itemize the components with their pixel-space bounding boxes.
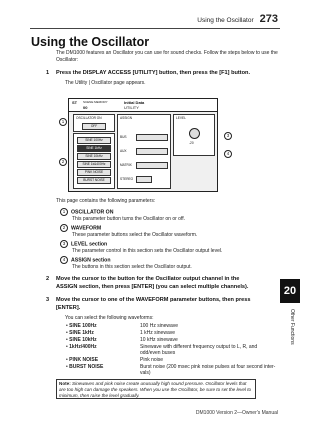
waveform-button[interactable]: SINE 1k&400Hz [77, 161, 111, 168]
waveform-button[interactable]: BURST NOISE [77, 177, 111, 184]
intro-paragraph: The DM1000 features an Oscillator you can use for sound checks. Follow the steps below to use the Oscillator: [56, 50, 278, 63]
param-1-desc: This parameter button turns the Oscillator on or off. [72, 216, 186, 222]
step-2: 2 Move the cursor to the button for the Oscillator output channel in the [46, 276, 240, 282]
param-1-name: 1 OSCILLATOR ON [60, 208, 113, 216]
waveform-list-desc: 100 Hz sinewave [140, 323, 179, 329]
callout-3: 3 [224, 132, 232, 140]
waveform-list-desc-cont: odd/even buses [140, 350, 176, 356]
step-1-sub: The Utility | Oscillator page appears. [65, 80, 146, 86]
waveform-panel [73, 133, 115, 189]
param-4-name: 4 ASSIGN section [60, 256, 111, 264]
param-4-desc: The buttons in this section select the Oscillator output. [72, 264, 192, 270]
waveform-list-item: • SINE 10kHz [66, 337, 97, 343]
waveform-button[interactable]: PINK NOISE [77, 169, 111, 176]
chapter-tab: 20 [280, 279, 300, 303]
callout-2: 2 [59, 158, 67, 166]
waveform-button[interactable]: SINE 10kHz [77, 153, 111, 160]
step-2-line2: ASSIGN section, then press [ENTER] (you can select multiple channels). [56, 284, 249, 290]
param-3-desc: The parameter control in this section sets the Oscillator output level. [72, 248, 223, 254]
caution-note: Note: Sinewaves and pink noise create unusually high sound pressure. Oscillator levels that are too high can damage the speakers. When you use the Oscillator, be sure to set the level to minimum, then raise the level gradually. [56, 379, 256, 399]
aux-assign-buttons[interactable] [136, 148, 168, 155]
level-knob[interactable] [189, 128, 200, 139]
waveform-list-item: • BURST NOISE [66, 364, 104, 370]
waveform-list-item: • SINE 100Hz [66, 323, 97, 329]
waveform-list-desc: 10 kHz sinewave [140, 337, 178, 343]
callout-4: 4 [224, 150, 232, 158]
param-3-name: 3 LEVEL section [60, 240, 107, 248]
header-rule [30, 28, 280, 29]
page-footer: DM1000 Version 2—Owner's Manual [195, 410, 278, 416]
screen-scene-value: 00 [83, 105, 88, 110]
screen-title: Initial Data [124, 100, 145, 105]
level-panel: LEVEL -20 [173, 114, 215, 156]
screen-title-bar [69, 99, 217, 112]
step-1: 1 Press the DISPLAY ACCESS [UTILITY] button, then press the [F1] button. [46, 70, 251, 76]
screen-page: UTILITY [124, 105, 139, 110]
running-header-section: Using the Oscillator [197, 17, 254, 24]
osc-on-panel: OSCILLATOR ON OFF [73, 114, 115, 132]
waveform-list-item: • PINK NOISE [66, 357, 99, 363]
contains-text: This page contains the following parameters: [56, 198, 156, 204]
waveform-list-desc-cont: vals) [140, 370, 151, 376]
screen-scene-label: SCENE MEMORY [83, 100, 108, 104]
waveform-list-item: • 1kHz/400Hz [66, 344, 97, 350]
waveform-button[interactable]: SINE 100Hz [77, 137, 111, 144]
waveform-list-desc: Burst noise (200 msec pink noise pulses at four second inter- [140, 364, 276, 370]
waveform-list-item: • SINE 1kHz [66, 330, 94, 336]
page-number: 273 [259, 13, 278, 25]
stereo-assign-button[interactable] [136, 176, 152, 183]
param-2-desc: These parameter buttons select the Oscillator waveform. [72, 232, 198, 238]
waveform-list-desc: Pink noise [140, 357, 164, 363]
bus-assign-buttons[interactable] [136, 134, 168, 141]
assign-panel: ASSIGN BUS AUX MATRIX STEREO [117, 114, 171, 189]
callout-1: 1 [59, 118, 67, 126]
screen-mode: ST [72, 100, 78, 105]
level-value: -20 [189, 141, 194, 145]
step-3: 3 Move the cursor to one of the WAVEFORM parameter buttons, then press [46, 297, 251, 303]
oscillator-screen [68, 98, 218, 192]
waveform-list-desc: 1 kHz sinewave [140, 330, 176, 336]
step-3-line2: [ENTER]. [56, 305, 81, 311]
matrix-assign-buttons[interactable] [136, 162, 168, 169]
waveform-button[interactable]: SINE 1kHz [77, 145, 111, 152]
osc-on-button[interactable]: OFF [82, 123, 106, 130]
chapter-tab-label: Other Functions [289, 309, 295, 345]
running-header [197, 13, 278, 25]
param-2-name: 2 WAVEFORM [60, 224, 101, 232]
select-text: You can select the following waveforms: [65, 315, 154, 321]
page-title: Using the Oscillator [31, 35, 150, 49]
waveform-list-desc: Sinewave with different frequency output to L, R, and [140, 344, 258, 350]
